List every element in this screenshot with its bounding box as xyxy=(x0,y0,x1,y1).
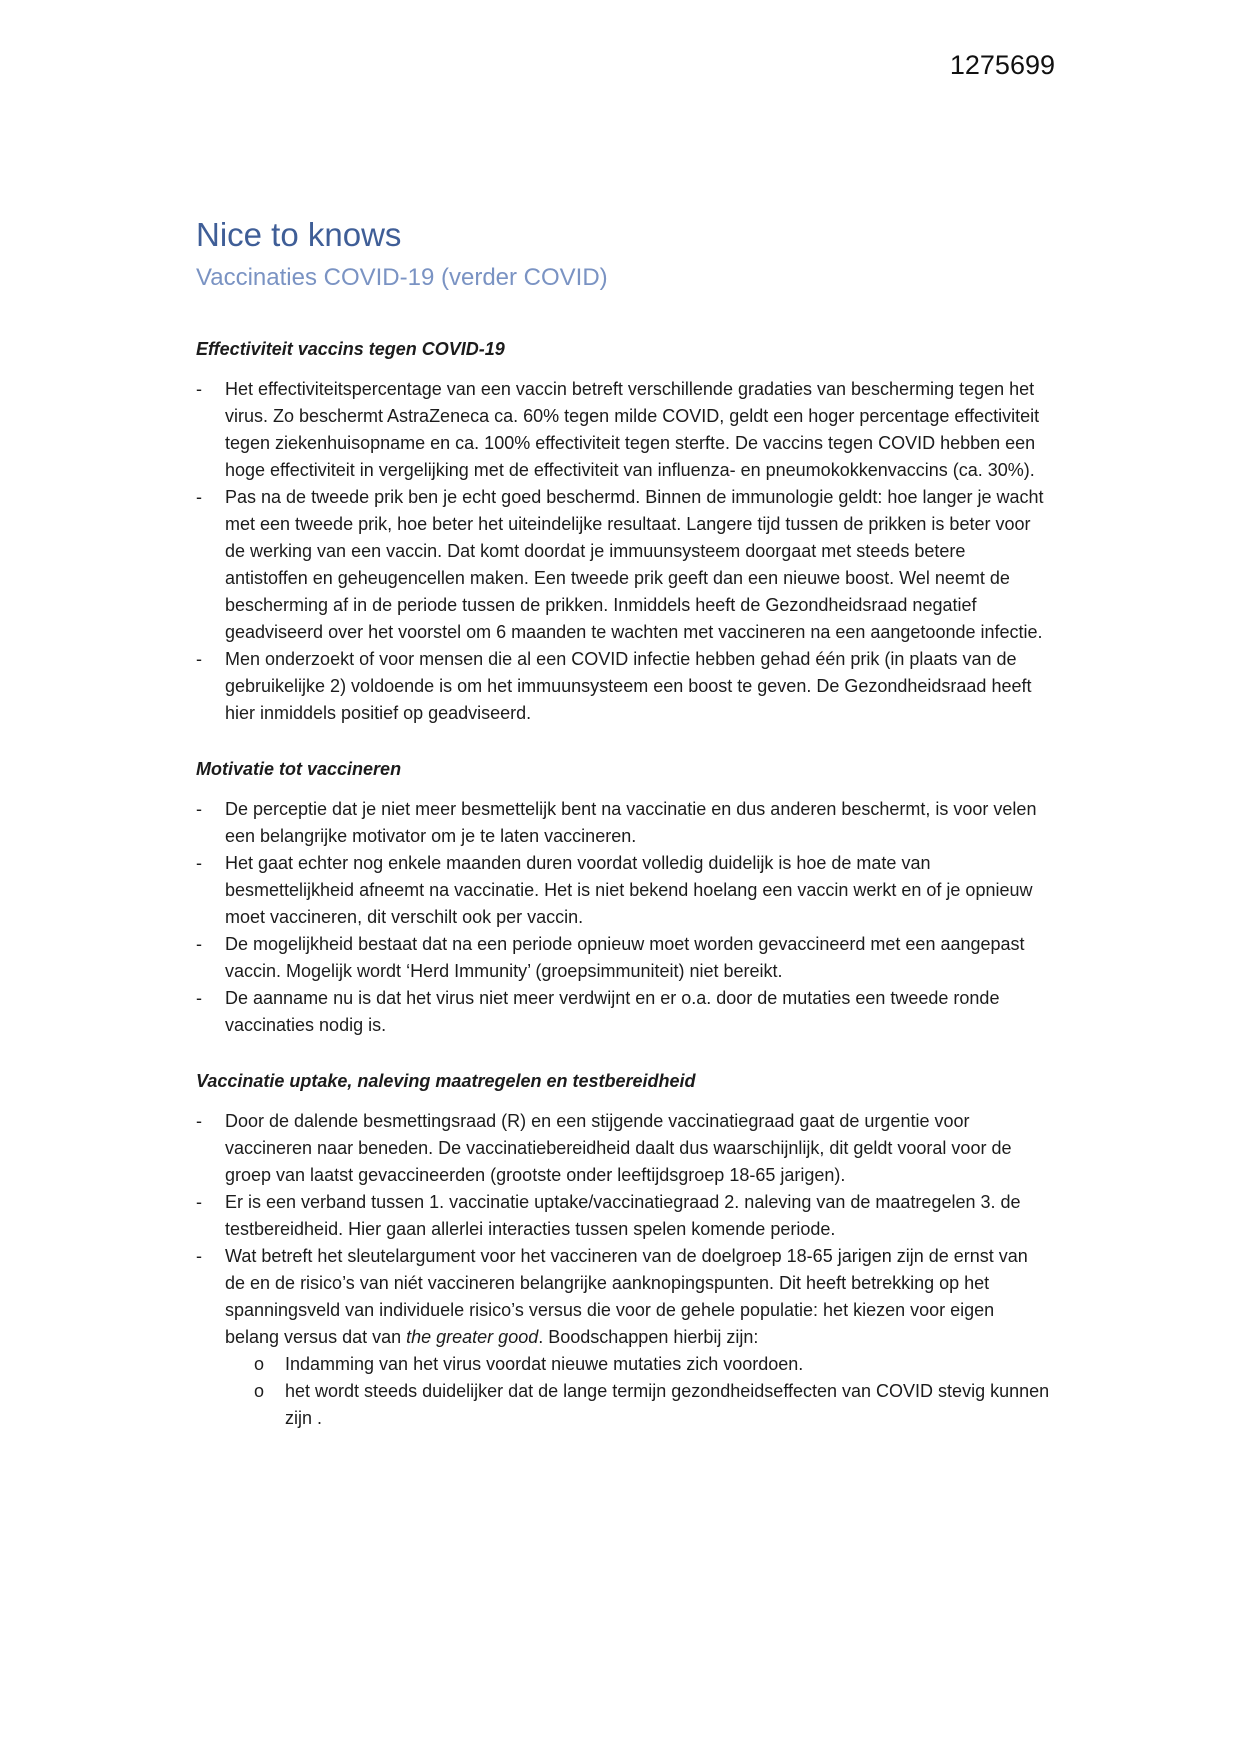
bullet-text xyxy=(225,1189,1050,1243)
bullet-text-part: Het gaat echter nog enkele maanden duren voordat volledig duidelijk is hoe de mate van besmettelijkheid afneemt na vaccinatie. Het is niet bekend hoelang een vaccin werkt en of je opnieuw moet vaccineren, dit verschilt ook per vaccin. xyxy=(225,852,1033,927)
bullet-item xyxy=(196,1189,1050,1243)
bullet-text-part: De perceptie dat je niet meer besmettelijk bent na vaccinatie en dus anderen beschermt, is voor velen een belangrijke motivator om je te laten vaccineren. xyxy=(225,798,1037,846)
section-heading: Motivatie tot vaccineren xyxy=(196,758,402,779)
bullet-text xyxy=(225,376,1050,484)
sub-bullet-text: Indamming van het virus voordat nieuwe mutaties zich voordoen. xyxy=(285,1353,804,1374)
bullet-item xyxy=(196,1243,1050,1432)
document-content xyxy=(196,215,1050,1432)
dash-bullet-marker: - xyxy=(196,648,202,669)
bullet-text-part: . Boodschappen hierbij zijn: xyxy=(538,1326,759,1347)
sub-bullet-list xyxy=(254,1351,1050,1432)
bullet-item xyxy=(196,850,1050,931)
dash-bullet-marker: - xyxy=(196,1110,202,1131)
sub-bullet-item xyxy=(254,1378,1050,1432)
bullet-text-part: Er is een verband tussen 1. vaccinatie uptake/vaccinatiegraad 2. naleving van de maatregelen 3. de testbereidheid. Hier gaan allerlei interacties tussen spelen komende periode. xyxy=(225,1191,1021,1239)
bullet-list xyxy=(196,796,1050,1039)
sub-bullet-item xyxy=(254,1351,1050,1378)
document-subtitle: Vaccinaties COVID-19 (verder COVID) xyxy=(196,263,608,291)
bullet-text xyxy=(225,1243,1050,1432)
bullet-item xyxy=(196,985,1050,1039)
bullet-text-part: Door de dalende besmettingsraad (R) en een stijgende vaccinatiegraad gaat de urgentie voor vaccineren naar beneden. De vaccinatiebereidheid daalt dus waarschijnlijk, dit geldt vooral voor de groep van laatst gevaccineerden (grootste onder leeftijdsgroep 18-65 jarigen). xyxy=(225,1110,1012,1185)
dash-bullet-marker: - xyxy=(196,933,202,954)
document-title: Nice to knows xyxy=(196,216,402,253)
sections-container xyxy=(196,339,1050,1432)
bullet-text xyxy=(225,484,1050,646)
bullet-item xyxy=(196,484,1050,646)
bullet-text-part: Wat betreft het sleutelargument voor het vaccineren van de doelgroep 18-65 jarigen zijn de ernst van de en de risico’s van niét vaccineren belangrijke aanknopingspunten. Dit heeft betrekking op het spanningsveld van individuele risico’s versus die voor de gehele populatie: het kiezen voor eigen belang versus dat van xyxy=(225,1245,1028,1347)
bullet-text-part: Pas na de tweede prik ben je echt goed beschermd. Binnen de immunologie geldt: hoe langer je wacht met een tweede prik, hoe beter het uiteindelijke resultaat. Langere tijd tussen de prikken is beter voor de werking van een vaccin. Dat komt doordat je immuunsysteem doorgaat met steeds betere antistoffen en geheugencellen maken. Een tweede prik geeft dan een nieuwe boost. Wel neemt de bescherming af in de periode tussen de prikken. Inmiddels heeft de Gezondheidsraad negatief geadviseerd over het voorstel om 6 maanden te wachten met vaccineren na een aangetoonde infectie. xyxy=(225,486,1044,642)
dash-bullet-marker: - xyxy=(196,1191,202,1212)
circle-bullet-marker: o xyxy=(254,1380,265,1401)
dash-bullet-marker: - xyxy=(196,798,202,819)
bullet-item xyxy=(196,376,1050,484)
dash-bullet-marker: - xyxy=(196,486,202,507)
bullet-item xyxy=(196,796,1050,850)
bullet-text xyxy=(225,646,1050,727)
dash-bullet-marker: - xyxy=(196,1245,202,1266)
bullet-list xyxy=(196,376,1050,727)
sub-bullet-text: het wordt steeds duidelijker dat de lange termijn gezondheidseffecten van COVID stevig kunnen zijn . xyxy=(285,1380,1050,1428)
bullet-text xyxy=(225,985,1050,1039)
bullet-list xyxy=(196,1108,1050,1432)
bullet-text xyxy=(225,1108,1050,1189)
bullet-text xyxy=(225,796,1050,850)
bullet-item xyxy=(196,1108,1050,1189)
bullet-item xyxy=(196,931,1050,985)
bullet-item xyxy=(196,646,1050,727)
bullet-text-part: Het effectiviteitspercentage van een vaccin betreft verschillende gradaties van bescherming tegen het virus. Zo beschermt AstraZeneca ca. 60% tegen milde COVID, geldt een hoger percentage effectiviteit tegen ziekenhuisopname en ca. 100% effectiviteit tegen sterfte. De vaccins tegen COVID hebben een hoge effectiviteit in vergelijking met de effectiviteit van influenza- en pneumokokkenvaccins (ca. 30%). xyxy=(225,378,1040,480)
bullet-text-part: Men onderzoekt of voor mensen die al een COVID infectie hebben gehad één prik (in plaats van de gebruikelijke 2) voldoende is om het immuunsysteem een boost te geven. De Gezondheidsraad heeft hier inmiddels positief op geadviseerd. xyxy=(225,648,1032,723)
circle-bullet-marker: o xyxy=(254,1353,265,1374)
dash-bullet-marker: - xyxy=(196,987,202,1008)
page-number: 1275699 xyxy=(949,50,1055,80)
dash-bullet-marker: - xyxy=(196,852,202,873)
section-heading: Vaccinatie uptake, naleving maatregelen en testbereidheid xyxy=(196,1070,696,1091)
bullet-text xyxy=(225,850,1050,931)
dash-bullet-marker: - xyxy=(196,378,202,399)
bullet-text-part: the greater good xyxy=(406,1326,539,1347)
section-heading: Effectiviteit vaccins tegen COVID-19 xyxy=(196,338,505,359)
bullet-text-part: De mogelijkheid bestaat dat na een periode opnieuw moet worden gevaccineerd met een aangepast vaccin. Mogelijk wordt ‘Herd Immunity’ (groepsimmuniteit) niet bereikt. xyxy=(225,933,1025,981)
bullet-text-part: De aanname nu is dat het virus niet meer verdwijnt en er o.a. door de mutaties een tweede ronde vaccinaties nodig is. xyxy=(225,987,1000,1035)
bullet-text xyxy=(225,931,1050,985)
